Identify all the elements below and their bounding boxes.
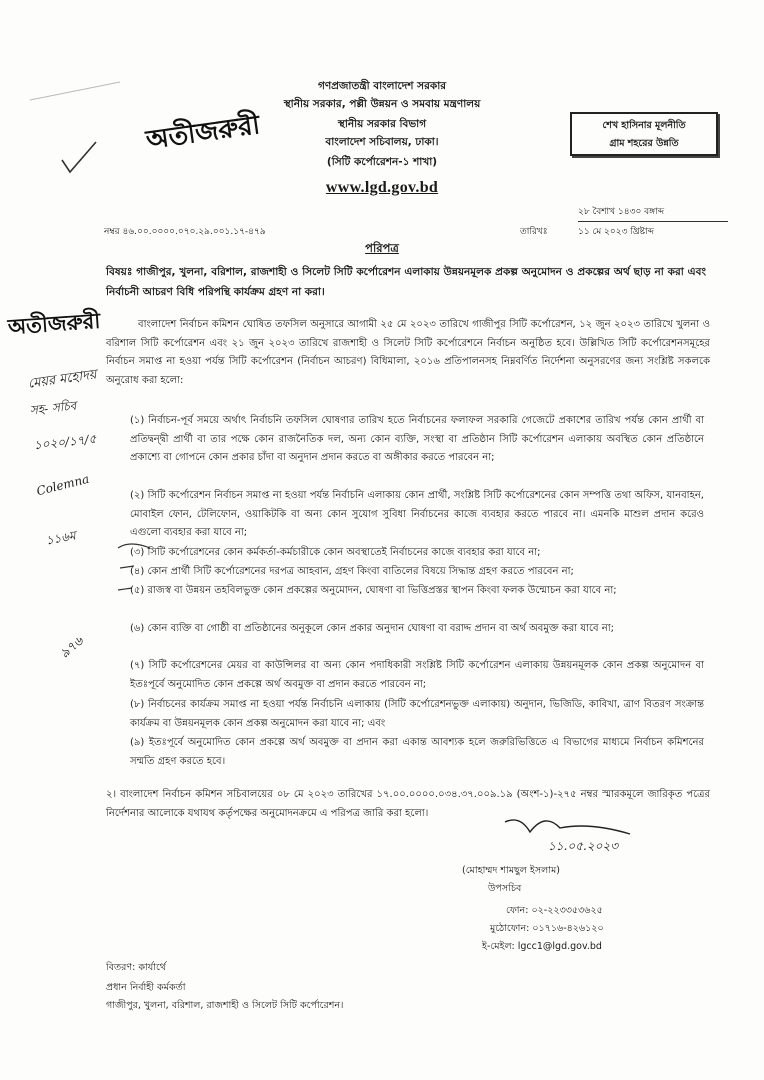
signatory-name: (মোহাম্মদ শামছুল ইসলাম) <box>462 865 560 876</box>
ministry-name: স্থানীয় সরকার, পল্লী উন্নয়ন ও সমবায় মন্ত্রণালয় <box>283 98 481 110</box>
document-title: পরিপত্র <box>365 241 399 255</box>
distribution-recipient: প্রধান নির্বাহী কর্মকর্তা <box>106 982 186 993</box>
reference-number: নম্বর ৪৬.০০.০০০০.০৭০.২৯.০০১.১৭-৪৭৯ <box>104 227 266 237</box>
contact-mobile: মুঠোফোন: ০১৭১৬-৪২৬১২০ <box>490 923 604 934</box>
intro-paragraph: বাংলাদেশ নির্বাচন কমিশন ঘোষিত তফসিল অনুসারে আগামী ২৫ মে ২০২৩ তারিখে গাজীপুর সিটি কর্পোরেশন, ১২ জুন ২০২৩ তারিখে খুলনা ও বরিশাল সিটি কর্পোরেশন এবং ২১ জুন ২০২৩ তারিখে রাজশাহী ও সিলেট সিটি কর্পোরেশনে নির্বাচন অনুষ্ঠিত হবে। উল্লিখিত সিটি কর্পোরেশনসমূহের নির্বাচন সমাপ্ত না হওয়া পর্যন্ত সিটি কর্পোরেশন (নির্বাচন আচরণ) বিধিমালা, ২০১৬ প্রতিপালনসহ নিম্নবর্ণিত নির্দেশনা অনুসরণের জন্য সংশ্লিষ্ট সকলকে অনুরোধ করা হলো: <box>106 319 710 386</box>
distribution-cities: গাজীপুর, খুলনা, বরিশাল, রাজশাহী ও সিলেট সিটি কর্পোরেশন। <box>106 1000 344 1011</box>
paragraph-2: ২। বাংলাদেশ নির্বাচন কমিশন সচিবালয়ের ০৮ মে ২০২৩ তারিখের ১৭.০০.০০০০.০৩৪.৩৭.০০৯.১৯ (অংশ-১)-২৭৫ নম্বর স্মারকমূলে জারিকৃত পত্রের নির্দেশনার আলোকে যথাযথ কর্তৃপক্ষের অনুমোদনক্রমে এ পরিপত্র জারি করা হলো। <box>106 789 710 819</box>
motto-box <box>570 112 718 156</box>
contact-phone: ফোন: ০২-২২৩৩৫৩৬২৫ <box>506 905 603 916</box>
date-gregorian: ১১ মে ২০২৩ খ্রিষ্টাব্দ <box>578 227 654 237</box>
date-label: তারিখঃ <box>520 227 548 237</box>
directive-item: (৮) নির্বাচনের কার্যক্রম সমাপ্ত না হওয়া পর্যন্ত নির্বাচনি এলাকায় (সিটি কর্পোরেশনভুক্ত এলাকায়) অনুদান, ভিজিডি, কাবিখা, ত্রাণ বিতরণ সংক্রান্ত কার্যক্রম বা উন্নয়নমূলক কোন প্রকল্প অনুমোদন করা যাবে না; এবং <box>130 699 704 729</box>
date-bangla: ২৮ বৈশাখ ১৪৩০ বঙ্গাব্দ <box>578 204 728 222</box>
contact-email[interactable]: ই-মেইল: lgcc1@lgd.gov.bd <box>482 941 602 952</box>
motto-line-2: গ্রাম শহরের উন্নতি <box>609 138 679 149</box>
distribution-label: বিতরণ: কার্যার্থে <box>106 962 166 973</box>
subject-line: বিষয়ঃ গাজীপুর, খুলনা, বরিশাল, রাজশাহী ও সিলেট সিটি কর্পোরেশন এলাকায় উন্নয়নমূলক প্রকল্প অনুমোদন ও প্রকল্পের অর্থ ছাড় না করা এবং নির্বাচনী আচরণ বিধি পরিপন্থি কার্যক্রম গ্রহণ না করা। <box>106 266 706 298</box>
motto-line-1: শেখ হাসিনার মূলনীতি <box>602 120 686 131</box>
directive-item: (১) নির্বাচন-পূর্ব সময়ে অর্থাৎ নির্বাচনি তফসিল ঘোষণার তারিখ হতে নির্বাচনের ফলাফল সরকারি গেজেটে প্রকাশের তারিখ পর্যন্ত কোন প্রার্থী বা প্রতিদ্বন্দ্বী প্রার্থী বা তার পক্ষে কোন রাজনৈতিক দল, অন্য কোন ব্যক্তি, সংস্থা বা প্রতিষ্ঠান সিটি কর্পোরেশন এলাকায় অবস্থিত কোন প্রতিষ্ঠানে প্রকাশ্যে বা গোপনে কোন প্রকার চাঁদা বা অনুদান প্রদান করতে বা অঙ্গীকার করতে পারবেন না; <box>130 415 704 463</box>
website-link[interactable]: www.lgd.gov.bd <box>325 179 439 196</box>
directive-item: (৯) ইতঃপূর্বে অনুমোদিত কোন প্রকল্পে অর্থ অবমুক্ত বা প্রদান করা একান্ত আবশ্যক হলে জরুরিভিত্তিতে এ বিভাগের মাধ্যমে নির্বাচন কমিশনের সম্মতি গ্রহণ করতে হবে। <box>130 737 704 767</box>
signature-date-handwritten: ১১.০৫.২০২৩ <box>548 839 619 853</box>
margin-note: সহ- সচিব <box>29 398 78 418</box>
margin-note: ১০২০/১৭/৫ <box>33 431 98 453</box>
margin-note: ৯৭৬ <box>57 633 87 662</box>
urgent-stamp-left: অতীজরুরী <box>7 307 102 340</box>
urgent-stamp-top: অতীজরুরী <box>144 110 262 156</box>
directive-item: (৫) রাজস্ব বা উন্নয়ন তহবিলভুক্ত কোন প্রকল্পের অনুমোদন, ঘোষণা বা ভিত্তিপ্রস্তর স্থাপন কিংবা ফলক উন্মোচন করা যাবে না; <box>130 585 617 596</box>
gov-name: গণপ্রজাতন্ত্রী বাংলাদেশ সরকার <box>317 80 447 92</box>
branch-name: (সিটি কর্পোরেশন-১ শাখা) <box>326 156 438 168</box>
margin-note: মেয়র মহোদয় <box>27 367 98 392</box>
signatory-designation: উপসচিব <box>488 883 522 894</box>
division-name: স্থানীয় সরকার বিভাগ <box>337 118 427 130</box>
margin-note: ১১৬ম <box>44 528 77 548</box>
directive-item: (৩) সিটি কর্পোরেশনের কোন কর্মকর্তা-কর্মচারীকে কোন অবস্থাতেই নির্বাচনের কাজে ব্যবহার করা যাবে না; <box>130 547 541 558</box>
directive-item: (২) সিটি কর্পোরেশন নির্বাচন সমাপ্ত না হওয়া পর্যন্ত নির্বাচনি এলাকায় কোন প্রার্থী, সংশ্লিষ্ট সিটি কর্পোরেশনের কোন সম্পত্তি তথা অফিস, যানবাহন, মোবাইল ফোন, টেলিফোন, ওয়াকিটকি বা অন্য কোন সুযোগ সুবিধা নির্বাচনের কাজে ব্যবহার করতে পারবে না। এমনকি মাশুল প্রদান করেও এগুলো ব্যবহার করা যাবে না; <box>130 490 704 538</box>
address: বাংলাদেশ সচিবালয়, ঢাকা। <box>325 136 439 148</box>
directive-item: (৬) কোন ব্যক্তি বা গোষ্ঠী বা প্রতিষ্ঠানের অনুকূলে কোন প্রকার অনুদান ঘোষণা বা বরাদ্দ প্রদান বা অর্থ অবমুক্ত করা যাবে না; <box>130 623 615 634</box>
directive-item: (৪) কোন প্রার্থী সিটি কর্পোরেশনের দরপত্র আহবান, গ্রহণ কিংবা বাতিলের বিষয়ে সিদ্ধান্ত গ্রহণ করতে পারবেন না; <box>130 566 574 577</box>
margin-note: Colemna <box>35 471 91 499</box>
directive-item: (৭) সিটি কর্পোরেশনের মেয়র বা কাউন্সিলর বা অন্য কোন পদাধিকারী সংশ্লিষ্ট সিটি কর্পোরেশন এলাকায় উন্নয়নমূলক কোন প্রকল্প অনুমোদন বা ইতঃপূর্বে অনুমোদিত কোন প্রকল্পে অর্থ অবমুক্ত বা প্রদান করতে পারবেন না; <box>130 660 704 690</box>
